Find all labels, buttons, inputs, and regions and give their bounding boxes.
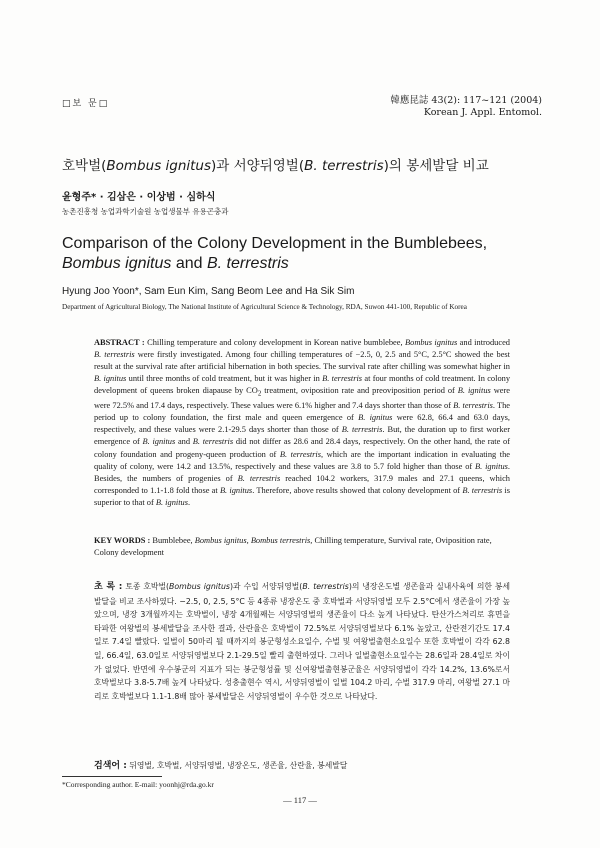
english-title bbox=[62, 234, 532, 274]
journal-citation-kr: 韓應昆誌 43(2): 117~121 (2004) bbox=[390, 95, 542, 106]
footnote-divider bbox=[62, 776, 162, 777]
korean-abstract-text: 토종 호박벌( bbox=[122, 582, 170, 591]
abstract-text: reached 104.2 workers, 317.9 males and 27.1 queens, which corresponded to 1.1-1.8 fold those at bbox=[94, 473, 510, 495]
abstract-text: did not differ as 28.6 and 28.4 days, respectively. On the other hand, the rate of colony foundation and progeny-queen production of bbox=[94, 437, 511, 459]
abstract-text: were 62.8, 66.4 and 63.0 days, respectively, and these values were 2.1-29.5 days shorter than those of bbox=[94, 413, 511, 435]
korean-keywords bbox=[94, 758, 510, 771]
species-name: B. terrestris bbox=[453, 401, 493, 411]
page-number: — 117 — bbox=[283, 795, 317, 805]
abstract-text: were firstly investigated. Among four chilling temperatures of −2.5, 0, 2.5 and 5°C, 2.5°C showed the best result at the survival rate after artificial hibernation in both species. The survival rate after chilling was somewhat higher in bbox=[94, 350, 510, 372]
keywords-text: Bumblebee, bbox=[150, 536, 195, 545]
korean-title-middle: )과 서양뒤영벌( bbox=[211, 158, 305, 174]
english-affiliation: Department of Agricultural Biology, The National Institute of Agricultural Science & Technology, RDA, Suwon 441-100, Republic of Korea bbox=[62, 303, 467, 311]
corresponding-author-footnote: *Corresponding author. E-mail: yoonhj@rda.go.kr bbox=[62, 780, 214, 789]
abstract-text: treatment, oviposition rate and preoviposition period of bbox=[261, 386, 458, 396]
journal-name-en: Korean J. Appl. Entomol. bbox=[423, 107, 542, 118]
species-name: B. ignitus bbox=[457, 386, 491, 396]
keywords bbox=[94, 535, 510, 559]
journal-citation bbox=[390, 95, 542, 119]
abstract-text: and introduced bbox=[457, 338, 510, 347]
species-name: B. terrestris bbox=[94, 350, 135, 360]
abstract bbox=[94, 337, 510, 509]
species-name: B. ignitus bbox=[219, 485, 253, 495]
english-title-and: and bbox=[171, 255, 207, 272]
species-name: Bombus ignitus bbox=[169, 582, 230, 591]
abstract-text: and bbox=[175, 437, 193, 447]
korean-keywords-label: 검색어 : bbox=[94, 761, 127, 771]
species-name: B. ignitus bbox=[358, 413, 393, 423]
abstract-text: were were 72.5% and 17.4 days, respectively. These values were 6.1% higher and 7.4 days shorter than those of bbox=[94, 386, 511, 411]
species-name: B. ignitus bbox=[155, 497, 188, 507]
species-name: B. ignitus bbox=[475, 461, 508, 471]
abstract-text: is superior to that of bbox=[94, 485, 510, 507]
korean-abstract-text: )과 수입 서양뒤영벌( bbox=[230, 582, 303, 591]
subscript: 2 bbox=[257, 390, 262, 399]
species-name: B. ignitus bbox=[142, 437, 176, 447]
species-name: Bombus ignitus, Bombus terrestris, bbox=[194, 536, 313, 545]
species-name: B. terrestris bbox=[279, 449, 322, 459]
korean-title-species1: Bombus ignitus bbox=[106, 158, 212, 174]
species-name: B. terrestris bbox=[192, 437, 234, 447]
abstract-text: . Therefore, above results showed that colony development of bbox=[252, 485, 463, 495]
english-title-line1: Comparison of the Colony Development in the Bumblebees, bbox=[62, 235, 488, 252]
korean-title-species2: B. terrestris bbox=[304, 158, 384, 174]
abstract-text: until three months of cold treatment, but it was higher in bbox=[126, 374, 323, 384]
korean-abstract-label: 초 록 : bbox=[94, 582, 123, 592]
english-title-line2 bbox=[62, 254, 532, 274]
english-title-species1: Bombus ignitus bbox=[62, 255, 172, 272]
species-name: Bombus ignitus bbox=[405, 338, 458, 347]
korean-title-suffix: )의 봉세발달 비교 bbox=[383, 158, 489, 174]
abstract-text: at four months of cold treatment. In colony development of queens broken diapause by CO bbox=[94, 374, 511, 396]
species-name: B. terrestris bbox=[341, 425, 383, 435]
korean-keywords-text: 뒤영벌, 호박벌, 서양뒤영벌, 냉장온도, 생존율, 산란율, 봉세발달 bbox=[126, 761, 348, 770]
species-name: B. terrestris bbox=[237, 473, 281, 483]
abstract-text: . bbox=[187, 497, 191, 507]
abstract-text: Chilling temperature and colony development in Korean native bumblebee, bbox=[144, 338, 406, 347]
korean-authors: 윤형주* · 김삼은 · 이상범 · 심하식 bbox=[62, 192, 216, 203]
english-authors: Hyung Joo Yoon*, Sam Eun Kim, Sang Beom Lee and Ha Sik Sim bbox=[62, 286, 355, 297]
korean-affiliation: 농촌진흥청 농업과학기술원 농업생물부 유용곤충과 bbox=[62, 207, 229, 216]
keywords-text: Chilling temperature, Survival rate, Oviposition rate, Colony development bbox=[94, 536, 492, 558]
korean-title-prefix: 호박벌( bbox=[62, 158, 107, 174]
korean-abstract bbox=[94, 580, 510, 703]
abstract-text: , which are the important indication in evaluating the quality of colony, were 14.2 and 13.5%, respectively and these values are 3.8 to 5.7 fold higher than those of bbox=[94, 449, 511, 471]
abstract-text: . Besides, the numbers of progenies of bbox=[94, 461, 510, 483]
species-name: B. terrestris bbox=[462, 485, 503, 495]
keywords-label: KEY WORDS : bbox=[94, 536, 151, 545]
section-label: □보 문□ bbox=[62, 99, 110, 109]
abstract-label: ABSTRACT : bbox=[94, 338, 145, 347]
english-title-species2: B. terrestris bbox=[206, 255, 289, 272]
abstract-text: . The period up to colony foundation, the first male and queen emergence of bbox=[94, 401, 511, 423]
abstract-text: . But, the duration up to first worker emergence of bbox=[94, 425, 511, 447]
species-name: B. terrestris bbox=[302, 582, 349, 591]
species-name: B. terrestris bbox=[322, 374, 363, 384]
species-name: B. ignitus bbox=[94, 374, 127, 384]
korean-abstract-text: )의 냉장온도별 생존율과 실내사육에 의한 봉세발달을 비교 조사하였다. −2.5, 0, 2.5, 5°C 등 4종류 냉장온도 중 호박벌과 서양뒤영벌 모두 2.5°C에서 생존율이 가장 높았으며, 냉장 3개월까지는 호박벌이, 냉장 4개월째는 서양뒤영벌의 생존율이 다소 높게 나타났다. 탄산가스처리로 휴면을 타파한 여왕벌의 봉세발달을 조사한 결과, 산란율은 호박벌이 72.5%로 서양뒤영벌보다 6.1% 높았고, 산란전기간도 17.4일로 7.4일 빨랐다. 일벌이 50마리 될 때까지의 봉군형성소요일수, 수벌 및 여왕벌출현소요일수 또한 호박벌이 각각 62.8일, 66.4일, 63.0일로 서양뒤영벌보다 2.1-29.5일 빨리 출현하였다. 그러나 일벌출현소요일수는 28.6일과 28.4일로 차이가 없었다. 반면에 우수봉군의 지표가 되는 봉군형성률 및 신여왕벌출현봉군율은 서양뒤영벌이 각각 14.2%, 13.6%로서 호박벌보다 3.8-5.7배 높게 나타났다. 성충출현수 역시, 서양뒤영벌이 일벌 104.2 마리, 수벌 317.9 마리, 여왕벌 27.1 마리로 호박벌보다 1.1-1.8배 많아 봉세발달은 서양뒤영벌이 우수한 것으로 나타났다. bbox=[94, 582, 510, 701]
korean-title bbox=[62, 154, 489, 174]
